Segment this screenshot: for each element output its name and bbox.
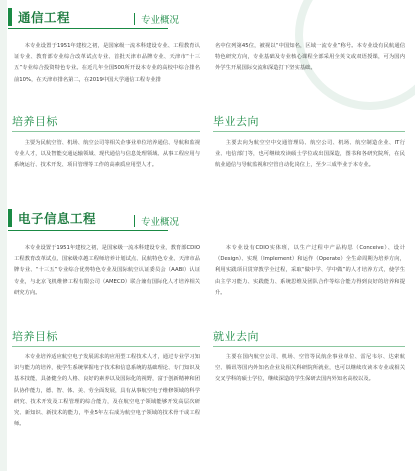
header-accent-bar (8, 8, 12, 26)
badge-divider (134, 13, 135, 25)
section-title: 通信工程 (18, 10, 71, 25)
destination-heading-underline (213, 131, 405, 132)
overview-badge (134, 214, 179, 228)
section-title: 电子信息工程 (18, 211, 97, 226)
goal-heading-underline (12, 131, 200, 132)
overview-text-left: 本专业设置于1951年建校之初，是国家级一流本科建设专业、工程教育认证专业、教育部专业综合改革试点专业、首批天津市品牌专业、天津市“十三五”专业综合投资特色专业。在近几年全国500所开设本专业的高校中综合排名前10%，在天津市排名第二，在2019中国大学通信工程专业排 (14, 43, 200, 83)
badge-divider (134, 215, 135, 227)
overview-text-right: 本专业设有CDIO实体班，以生产过程中产品构思（Conceive）、设计（Design）、实现（Implement）和运作（Operate）全生命周期为培养方向，利用实践项目贯穿教学全过程，采取“做中学、学中做”的人才培养方式，使学生由主学习能力、实践能力、系统思维及团队合作等综合能力得到良好的培养和提升。 (215, 245, 405, 296)
destination-text: 主要去向为航空空中交通管理局、航空公司、机场、航空制造企业、IT行业、电信部门等，也可继续攻读硕士学位或出国深造，图书和各研究院所，在民航业通信与导航监视和空管自动化岗位上，至少三成毕业于本专业。 (215, 140, 405, 169)
overview-text-left: 本专业设置于1951年建校之初，是国家级一流本科建设专业，教育部CDIO工程教育改革试点、国家级卓越工程师培养计划试点、民航特色专业、天津市品牌专业、“十三五”专业综合优势特色专业及国际航空认证委员会（AABI）认证专业，与北京飞机维修工程有限公司（AMECO）联合兼有国际化人才培养相关研究方向。 (14, 245, 200, 296)
destination-heading: 毕业去向 (213, 115, 259, 128)
destination-text: 主要在国内航空公司、机场、空管等民航企事业单位、雷尼韦尔、达索航空、腾讯等国内外知名企业及相关科研院所就业，也可以继续攻读本专业或相关交叉学科的硕士学位，继续深造的学生保研去国内外知名高校以及。 (215, 354, 405, 383)
section-header-electronic (8, 207, 96, 229)
overview-badge-label: 专业概况 (141, 217, 180, 228)
header-underline (8, 28, 168, 29)
left-watermark-strip (0, 0, 7, 471)
destination-heading-underline (213, 346, 405, 347)
overview-badge (134, 12, 179, 26)
header-accent-bar (8, 209, 12, 227)
goal-heading-underline (12, 346, 200, 347)
goal-heading: 培养目标 (12, 115, 58, 128)
goal-heading: 培养目标 (12, 330, 58, 343)
header-underline (8, 230, 168, 231)
overview-text-right: 名中位列第45位，被视以“中国知名，区域一流专业”称号。本专业设有民航通信特色研究方向，专业基础及专业核心课程全部采用全英文或双语授课，可为国内外学生开展国际交流和深造打下坚实基础。 (215, 43, 405, 72)
overview-badge-label: 专业概况 (141, 15, 180, 26)
goal-text: 主要为民航空管、机场、航空公司等相关企事业单位培养通信、导航和监视专业人才，以及智能交通运输领域、现代通信与信息处理领域、从事工程应用与系统运行、技术开发、项目管理等工作的高素质应用型人才。 (14, 140, 200, 169)
goal-text: 本专业培养适应航空电子发展需求的应用型工程技术人才，通过专业学习知识与能力的培养，使学生系统掌握电子技术和信息系统的基础理论、专门知识及基本技能，具备健全的人格、良好的素养以及国际化的视野，富于创新精神和团队协作能力，德、智、体、美、劳全面发展，具有从事航空电子维修领域的科学研究、技术开发及工程管理的综合能力，及在航空电子领域能够开发高层次研究、新知识、新技术的能力，毕业5年左右成为航空电子领域的技术骨干或工程师。 (14, 354, 200, 428)
section-header-communication (8, 6, 70, 28)
destination-heading: 就业去向 (213, 330, 259, 343)
